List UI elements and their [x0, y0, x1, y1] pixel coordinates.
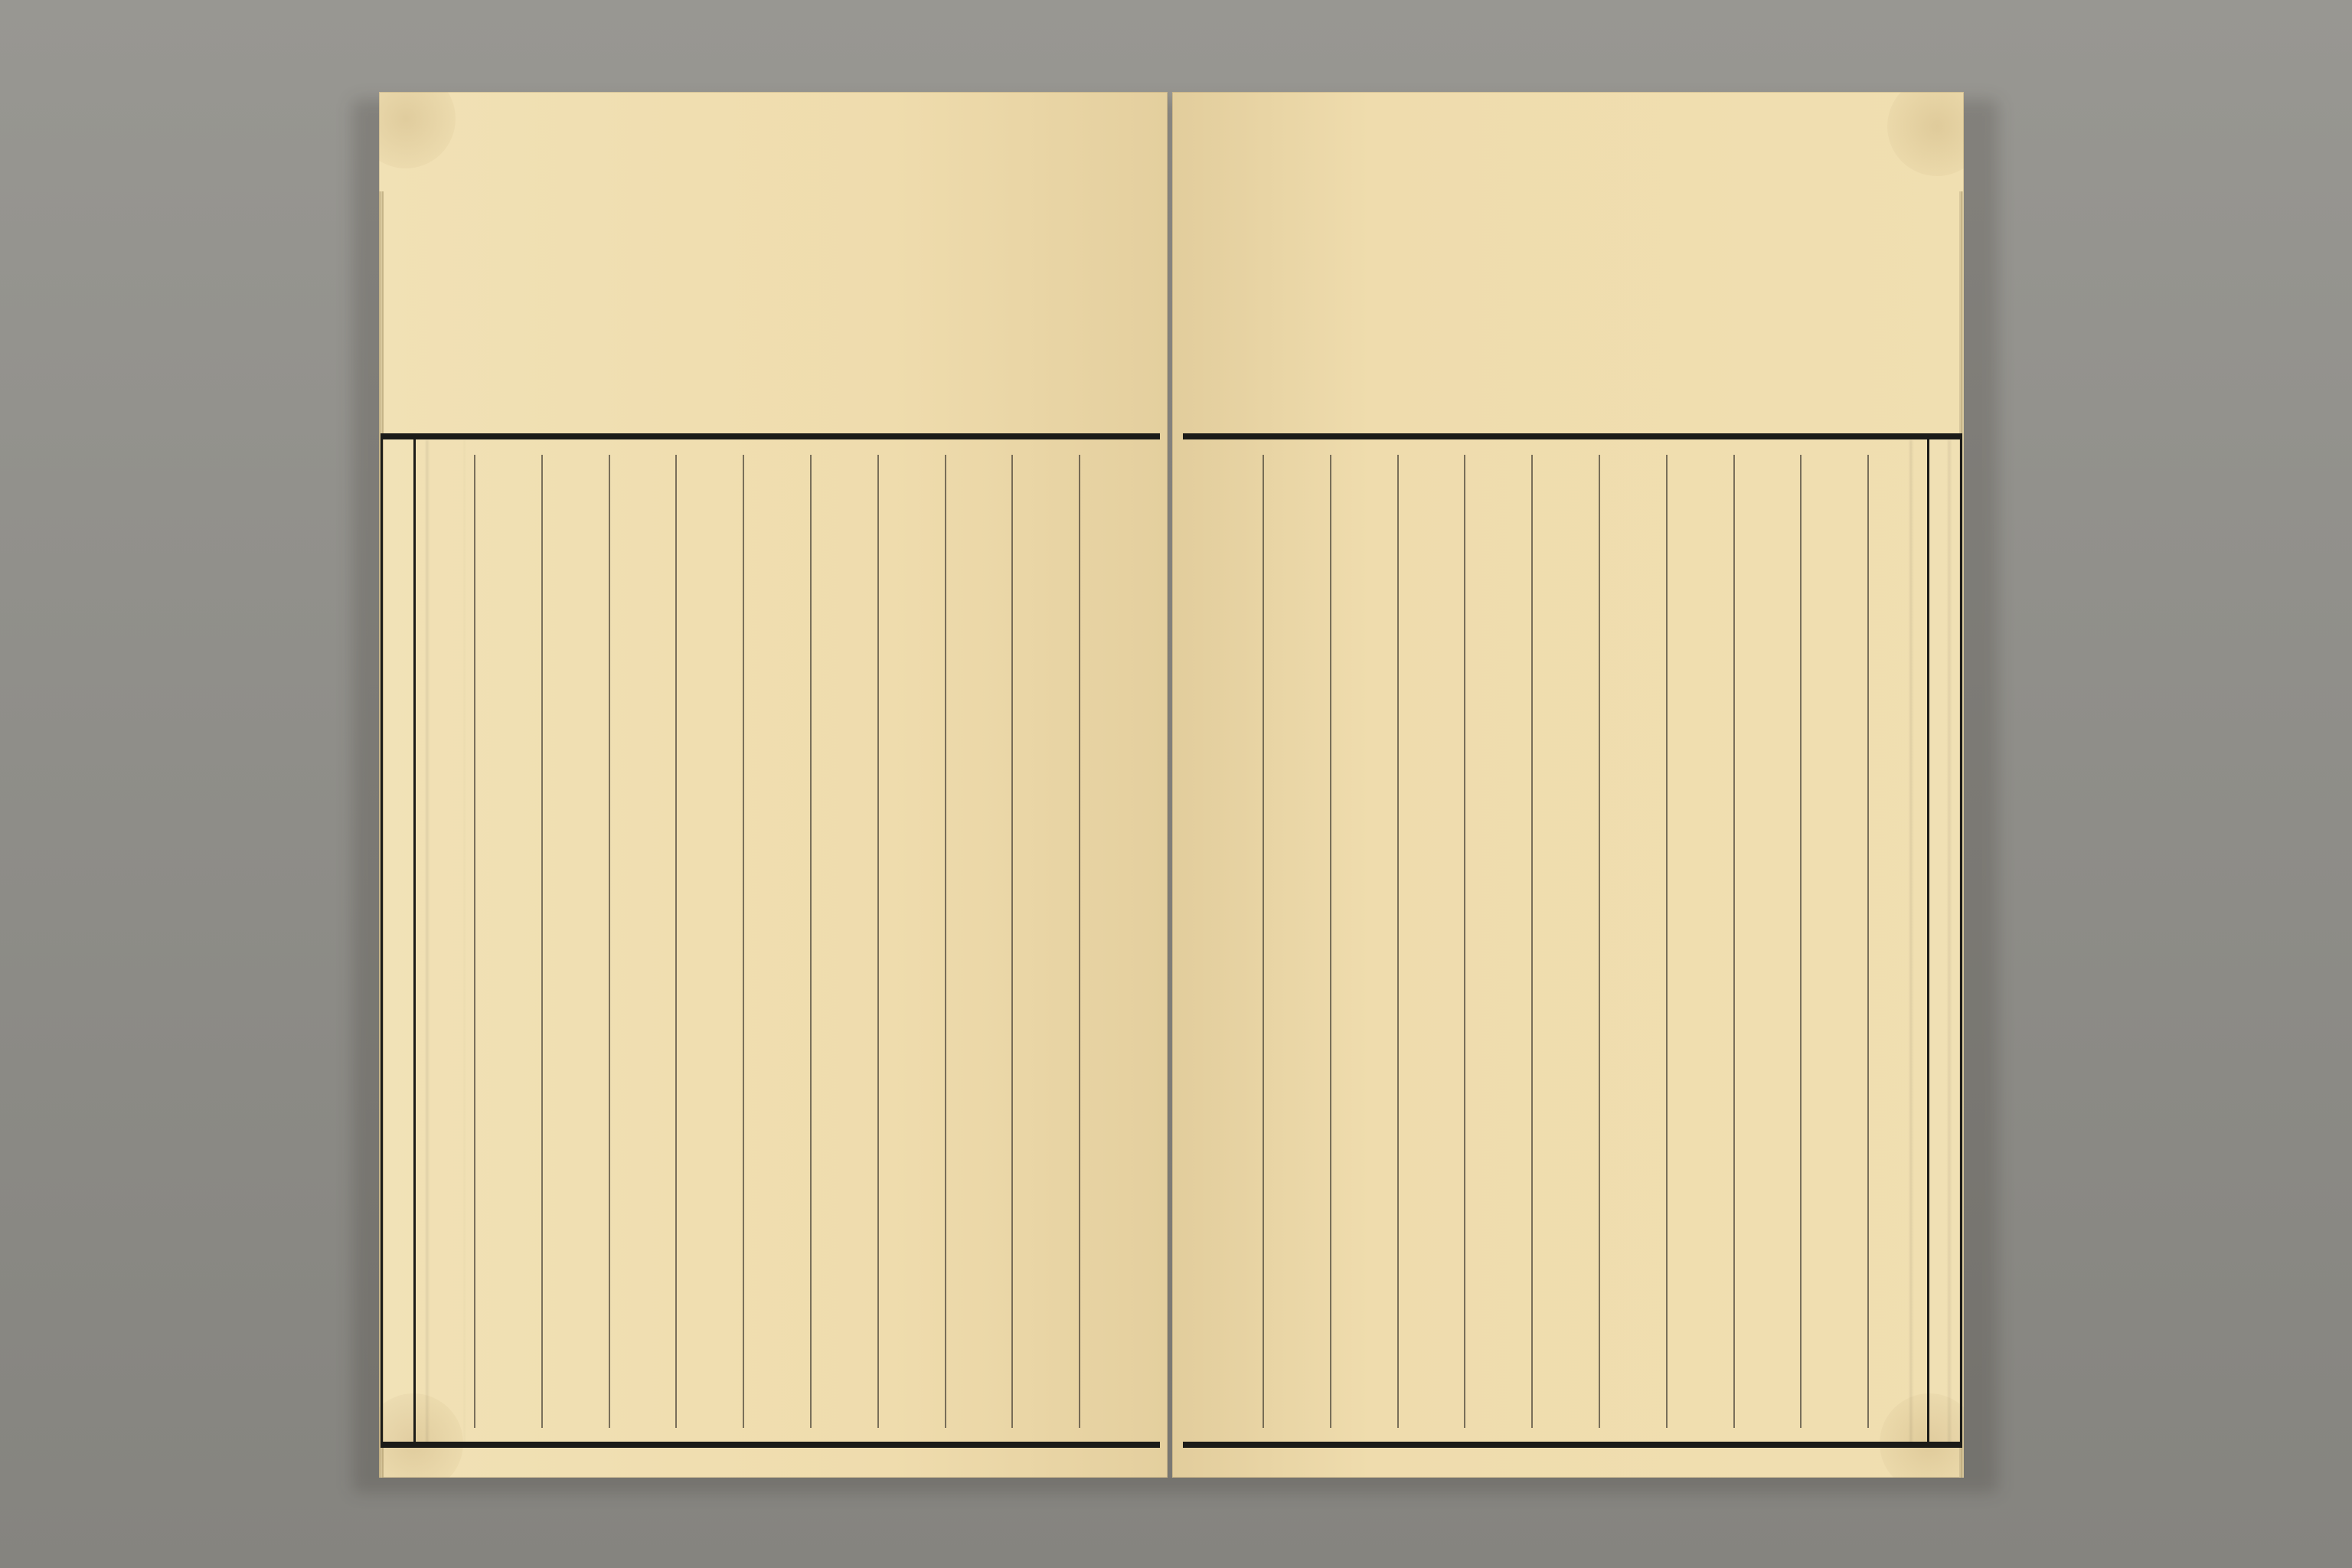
text-column	[743, 455, 810, 1428]
text-column	[609, 455, 676, 1428]
text-column	[1330, 455, 1397, 1428]
text-column	[1867, 455, 1935, 1428]
text-column	[1733, 455, 1801, 1428]
text-column	[1263, 455, 1330, 1428]
right-page	[1172, 92, 1964, 1478]
text-column	[1079, 455, 1146, 1428]
text-column	[810, 455, 877, 1428]
left-page-text-block	[394, 433, 1160, 1448]
left-page	[379, 92, 1168, 1478]
text-column	[1599, 455, 1666, 1428]
right-page-text-block	[1183, 433, 1949, 1448]
text-column	[675, 455, 743, 1428]
text-column	[1397, 455, 1465, 1428]
text-column	[1531, 455, 1599, 1428]
text-column	[474, 455, 541, 1428]
corner-wear	[379, 92, 456, 168]
text-column	[541, 455, 609, 1428]
text-column	[1800, 455, 1867, 1428]
text-column	[1464, 455, 1531, 1428]
text-column	[877, 455, 945, 1428]
text-column	[408, 455, 474, 1428]
text-column	[1666, 455, 1733, 1428]
text-column	[1197, 455, 1263, 1428]
text-column	[1011, 455, 1079, 1428]
left-page-columns	[408, 455, 1146, 1428]
right-page-columns	[1197, 455, 1935, 1428]
corner-wear	[1887, 92, 1964, 176]
text-column	[945, 455, 1012, 1428]
